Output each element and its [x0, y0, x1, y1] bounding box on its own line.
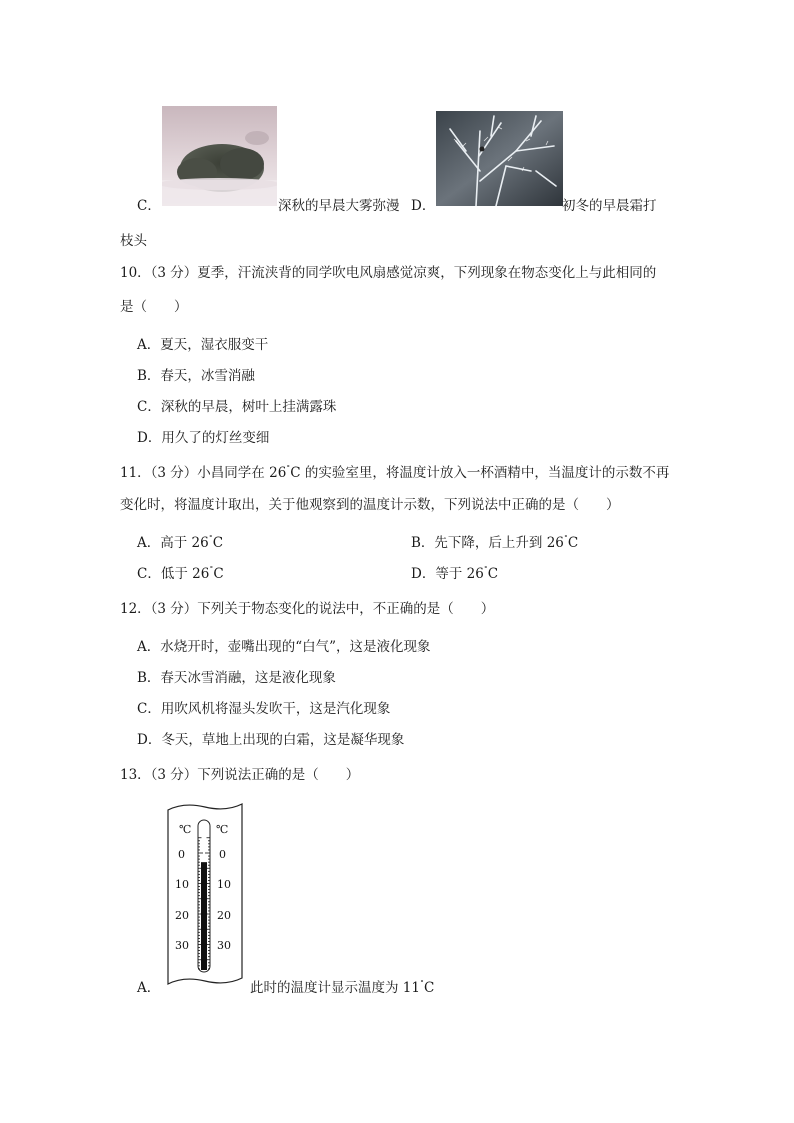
option-d-caption-continued: 枝头 — [120, 233, 147, 249]
scale-left-20: 20 — [175, 909, 189, 922]
question-12-stem: 12．（3 分）下列关于物态变化的说法中，不正确的是（ ） — [120, 601, 495, 617]
question-11-stem-part-1: 11．（3 分）小昌同学在 26 — [120, 465, 287, 481]
fog-photo — [162, 106, 277, 206]
question-10-stem-continued: 是（ ） — [120, 299, 188, 315]
question-11-option-d: D．等于 26˚C — [411, 566, 499, 582]
option-d-label: D． — [411, 198, 436, 214]
question-11-stem — [120, 461, 669, 481]
question-10-option-d: D．用久了的灯丝变细 — [137, 430, 270, 446]
question-10-option-b: B．春天，冰雪消融 — [137, 368, 255, 384]
question-11-stem-part-2: C 的实验室里，将温度计放入一杯酒精中，当温度计的示数不再 — [290, 465, 670, 481]
question-10-option-c: C．深秋的早晨，树叶上挂满露珠 — [137, 399, 337, 415]
unit-left-label: ℃ — [179, 823, 192, 836]
question-12-option-a: A．水烧开时，壶嘴出现的“白气”，这是液化现象 — [137, 639, 431, 655]
option-d-caption: 初冬的早晨霜打 — [562, 198, 657, 214]
scale-right-30: 30 — [217, 939, 231, 952]
question-12-option-c: C．用吹风机将湿头发吹干，这是汽化现象 — [137, 701, 391, 717]
scale-right-0: 0 — [219, 848, 226, 861]
question-11-option-a: A．高于 26˚C — [137, 535, 224, 551]
scale-left-10: 10 — [175, 878, 189, 891]
mercury-column — [201, 862, 207, 970]
question-11-option-c: C．低于 26˚C — [137, 566, 224, 582]
question-11-option-b: B．先下降，后上升到 26˚C — [411, 535, 579, 551]
thermometer-figure — [162, 800, 248, 988]
question-12-option-d: D．冬天，草地上出现的白霜，这是凝华现象 — [137, 732, 405, 748]
scale-right-10: 10 — [217, 878, 231, 891]
question-13-option-a-caption: 此时的温度计显示温度为 11˚C — [250, 980, 435, 996]
question-11-stem-continued: 变化时，将温度计取出，关于他观察到的温度计示数，下列说法中正确的是（ ） — [120, 497, 620, 513]
scale-right-20: 20 — [217, 909, 231, 922]
frost-photo — [436, 111, 563, 206]
question-10-option-a: A．夏天，湿衣服变干 — [137, 337, 269, 353]
question-10-stem: 10．（3 分）夏季，汗流浃背的同学吹电风扇感觉凉爽，下列现象在物态变化上与此相同的 — [120, 265, 657, 281]
unit-right-label: ℃ — [216, 823, 229, 836]
option-c-label: C． — [137, 198, 161, 214]
question-12-option-b: B．春天冰雪消融，这是液化现象 — [137, 670, 336, 686]
degree-mark: ˚ — [286, 465, 291, 474]
question-13-option-a-label: A． — [137, 980, 161, 996]
option-c-caption: 深秋的早晨大雾弥漫 — [278, 198, 400, 214]
question-13-stem: 13．（3 分）下列说法正确的是（ ） — [120, 767, 360, 783]
scale-left-0: 0 — [178, 848, 185, 861]
scale-left-30: 30 — [175, 939, 189, 952]
